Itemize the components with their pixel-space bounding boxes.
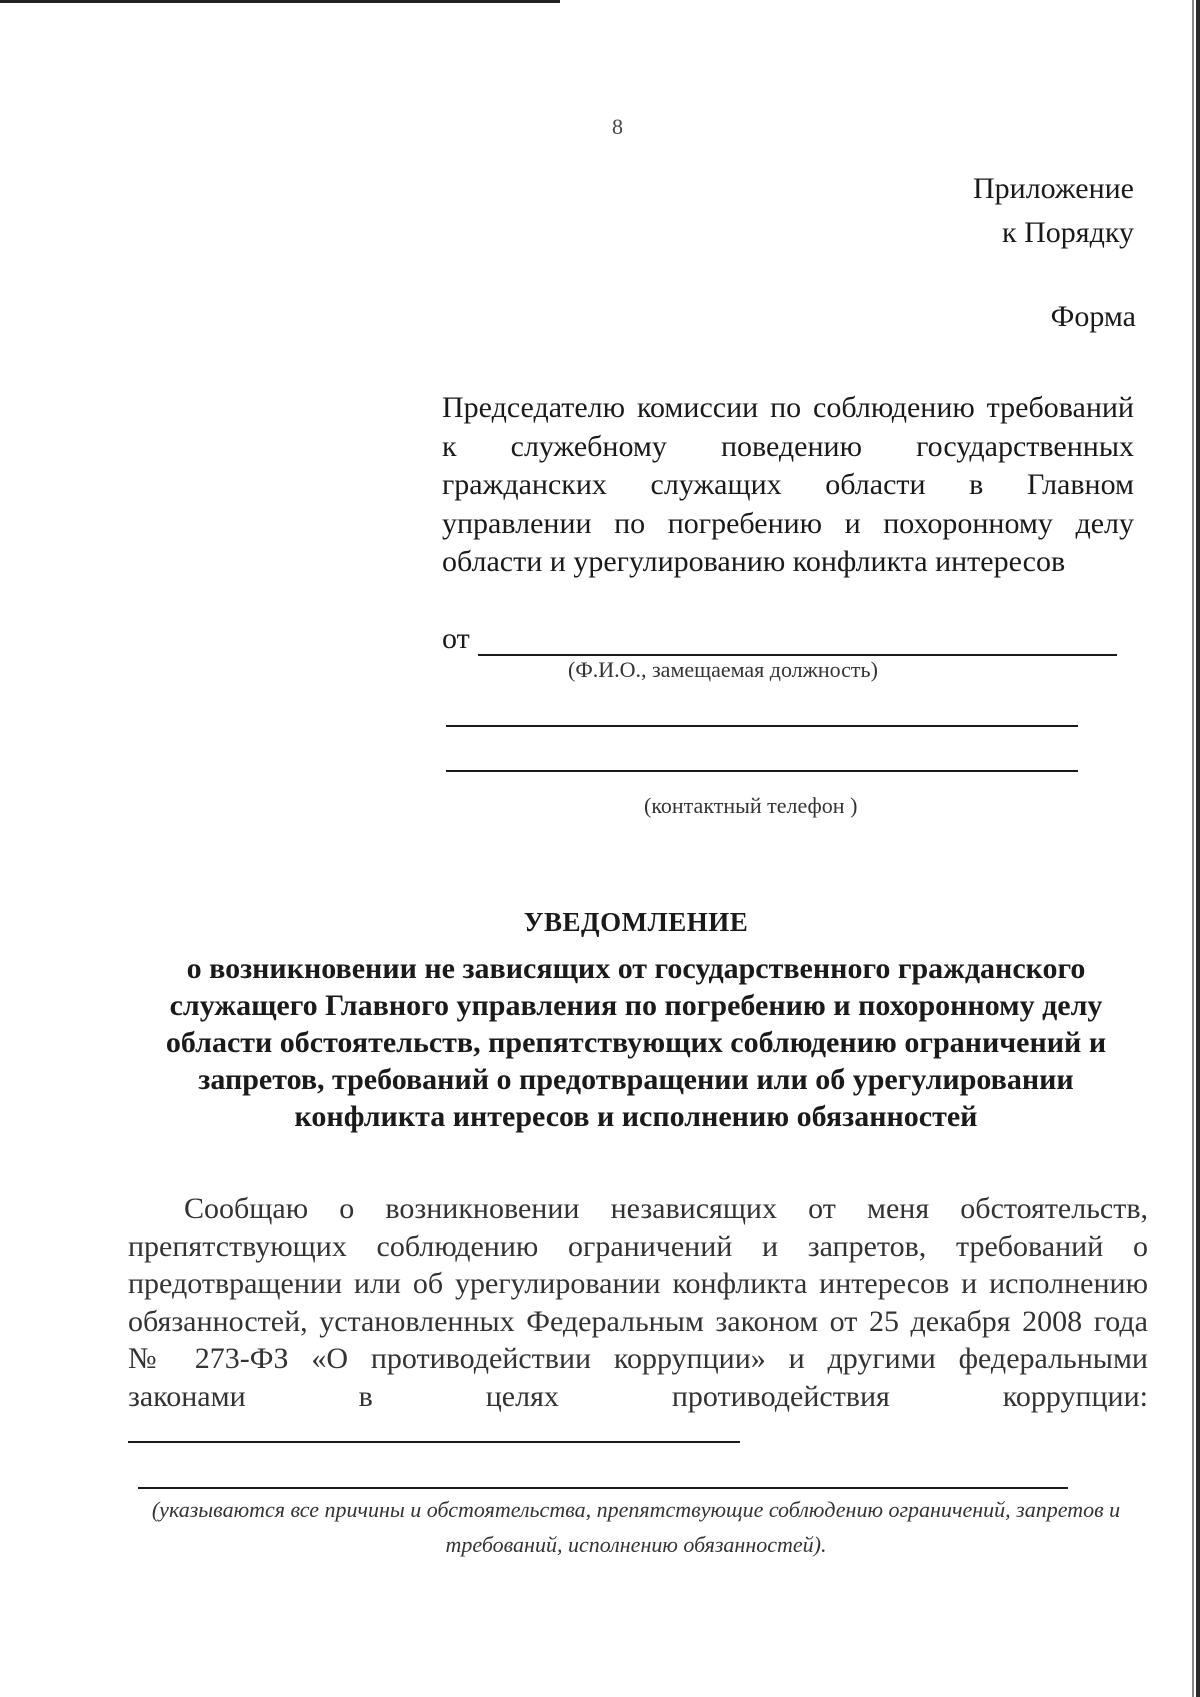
scan-edge-top [0, 0, 560, 3]
notice-subtitle: о возникновении не зависящих от государственного гражданского служащего Главного управления по погребению и похоронному делу области обстоятельств, препятствующих соблюдению ограничений и запретов, требований о предотвращении или об урегулировании конфликта интересов и исполнению обязанностей [165, 952, 1107, 1133]
page-number: 8 [612, 114, 623, 139]
footnote: (указываются все причины и обстоятельства, препятствующие соблюдению ограничений, запретов и требований, исполнению обязанностей). [151, 1497, 1121, 1557]
phone-blank-line [446, 770, 1078, 772]
body-paragraph [128, 1190, 1148, 1453]
from-label: от [442, 622, 470, 655]
notice-title: УВЕДОМЛЕНИЕ [523, 907, 749, 937]
from-row [442, 622, 1117, 656]
appendix-label [973, 167, 1134, 255]
body-text: Сообщаю о возникновении независящих от меня обстоятельств, препятствующих соблюдению ограничений и запретов, требований о предотвращении или об урегулировании конфликта интересов и исполнению обязанностей, установленных Федеральным законом от 25 декабря 2008 года № 273-ФЗ «О противодействии коррупции» и другими федеральными законами в целях противодействия коррупции: [128, 1192, 1148, 1413]
form-label: Форма [1050, 300, 1136, 333]
addressee-block: Председателю комиссии по соблюдению требований к служебному поведению государственных гражданских служащих области в Главном управлении по погребению и похоронному делу области и урегулированию конфликта интересов [442, 391, 1134, 578]
fio-caption: (Ф.И.О., замещаемая должность) [568, 657, 878, 682]
reasons-blank-line [128, 1415, 740, 1443]
phone-caption: (контактный телефон ) [644, 793, 858, 818]
appendix-line-2: к Порядку [1002, 216, 1134, 249]
reasons-blank-line-2 [138, 1487, 1068, 1489]
fio-blank-line [478, 628, 1117, 656]
appendix-line-1: Приложение [972, 172, 1134, 205]
scan-edge-shadow [1192, 0, 1194, 1697]
scan-edge-right [1196, 0, 1200, 1697]
position-blank-line [446, 725, 1078, 727]
